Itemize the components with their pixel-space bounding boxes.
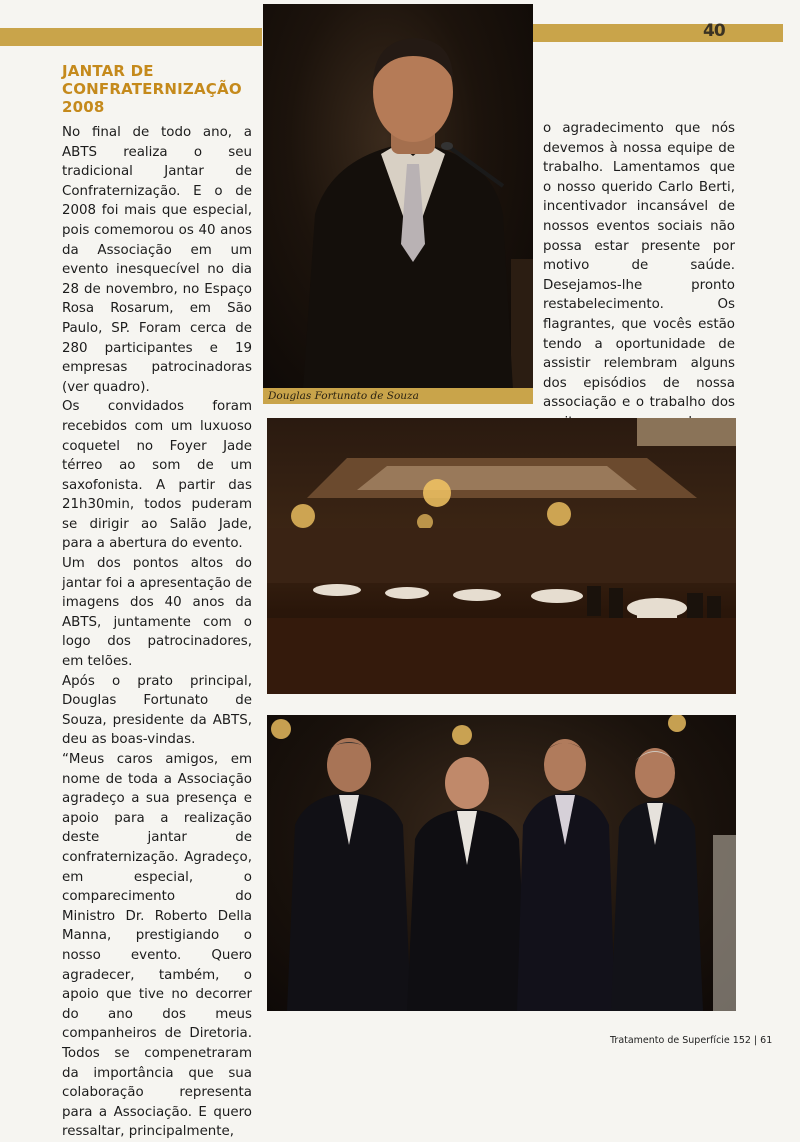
anniversary-logo — [703, 20, 739, 42]
banquet-hall-photo — [267, 418, 736, 694]
article-title — [62, 62, 262, 116]
paragraph: o agradecimento que nós devemos à nossa equipe de trabalho. Lamentamos que o nosso querido Carlo Berti, incentivador incansável de nossos eventos sociais não possa estar presente por motivo de saúde. Desejamos-lhe pronto restabelecimento. Os flagrantes, que vocês estão tendo a oportunidade de assistir relembram alguns dos episódios de nossa associação e o trabalho dos — [543, 121, 735, 411]
paragraph: Após o prato principal, Douglas Fortunato de Souza, presidente da ABTS, deu as boas-vindas. — [62, 673, 252, 748]
banquet-hall-illustration — [267, 418, 736, 694]
anniversary-logo-text: 40 — [703, 21, 725, 41]
group-photo — [267, 715, 736, 1011]
article-title-line1: JANTAR DE — [62, 62, 154, 80]
left-text-column — [62, 123, 252, 1142]
speaker-photo — [263, 4, 533, 390]
paragraph: Um dos pontos altos do jantar foi a apresentação de imagens dos 40 anos da ABTS, juntamente com o logo dos patrocinadores, em telões. — [62, 556, 252, 670]
group-illustration — [267, 715, 736, 1011]
header-bar-left — [0, 28, 262, 46]
right-text-column — [543, 119, 735, 433]
article-title-line2: CONFRATERNIZAÇÃO 2008 — [62, 80, 242, 116]
speaker-illustration — [263, 4, 533, 390]
paragraph: “Meus caros amigos, em nome de toda a Associação agradeço a sua presença e apoio para a realização deste jantar de confraternização. Agradeço, em especial, o comparecimento do Ministro Dr. Roberto Della Manna, prestigiando o nosso evento. Quero agradecer, também, o apoio que tive no decorrer do ano dos meus companheiros de Diretoria. Todos se compenetraram da importância que sua colaboração representa para a Associação. E quero ressaltar, principalmente, — [62, 752, 252, 1140]
speaker-caption: Douglas Fortunato de Souza — [263, 388, 533, 404]
paragraph: No final de todo ano, a ABTS realiza o seu tradicional Jantar de Confraternização. E o de 2008 foi mais que especial, pois comemorou os 40 anos da Associação em um evento inesquecível no dia 28 de novembro, no Espaço Rosa Rosarum, em São Paulo, SP. Foram cerca de 280 participantes e 19 empresas patrocinadoras (ver quadro). — [62, 125, 252, 395]
paragraph: Os convidados foram recebidos com um luxuoso coquetel no Foyer Jade térreo ao som de um saxofonista. A partir das 21h30min, todos puderam se dirigir ao Salão Jade, para a abertura do evento. — [62, 399, 252, 552]
header-bar-right — [533, 24, 783, 42]
page-footer: Tratamento de Superfície 152 | 61 — [610, 1035, 773, 1046]
